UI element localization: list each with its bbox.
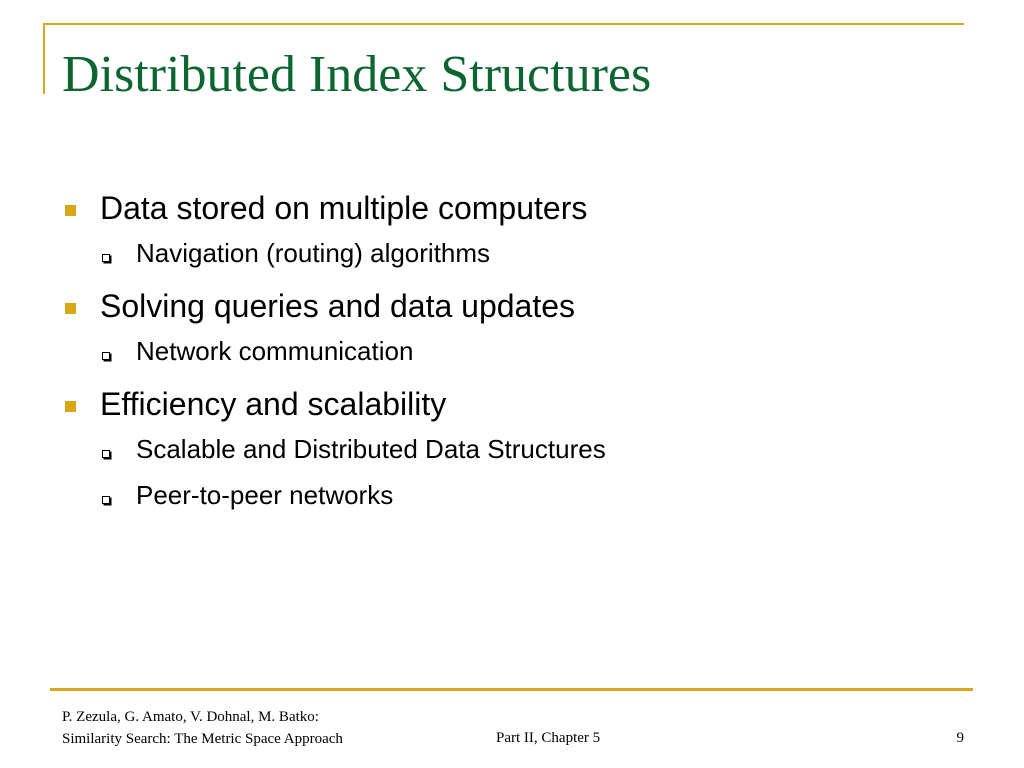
square-bullet-icon <box>65 205 76 216</box>
bullet-item <box>62 284 962 328</box>
bullet-item <box>62 186 962 230</box>
box-bullet-icon <box>102 352 110 360</box>
square-bullet-icon <box>65 303 76 314</box>
sub-bullet-text: Peer-to-peer networks <box>136 480 394 510</box>
footer-chapter: Part II, Chapter 5 <box>496 730 601 746</box>
footer-authors-line: P. Zezula, G. Amato, V. Dohnal, M. Batko: <box>62 709 319 725</box>
bullet-text: Solving queries and data updates <box>100 288 576 324</box>
box-bullet-icon <box>102 254 110 262</box>
sub-bullet-text: Scalable and Distributed Data Structures <box>136 434 606 464</box>
bullet-item <box>62 382 962 426</box>
box-bullet-icon <box>102 496 110 504</box>
bullet-text: Data stored on multiple computers <box>100 190 588 226</box>
slide-title: Distributed Index Structures <box>62 46 652 103</box>
bullet-text: Efficiency and scalability <box>100 386 447 422</box>
square-bullet-icon <box>65 401 76 412</box>
box-bullet-icon <box>102 450 110 458</box>
sub-bullet-item <box>62 230 962 276</box>
sub-bullet-item <box>62 426 962 472</box>
spacer <box>62 374 962 382</box>
bullet-list <box>62 186 962 518</box>
sub-bullet-text: Network communication <box>136 336 414 366</box>
sub-bullet-text: Navigation (routing) algorithms <box>136 238 491 268</box>
title-frame-left-rule <box>43 23 45 94</box>
footer-rule <box>50 688 973 691</box>
sub-bullet-item <box>62 472 962 518</box>
page-number: 9 <box>956 730 964 746</box>
title-frame-top-rule <box>43 23 964 25</box>
spacer <box>62 276 962 284</box>
sub-bullet-item <box>62 328 962 374</box>
footer-authors <box>62 706 343 750</box>
footer-book-title: Similarity Search: The Metric Space Approach <box>62 731 343 747</box>
